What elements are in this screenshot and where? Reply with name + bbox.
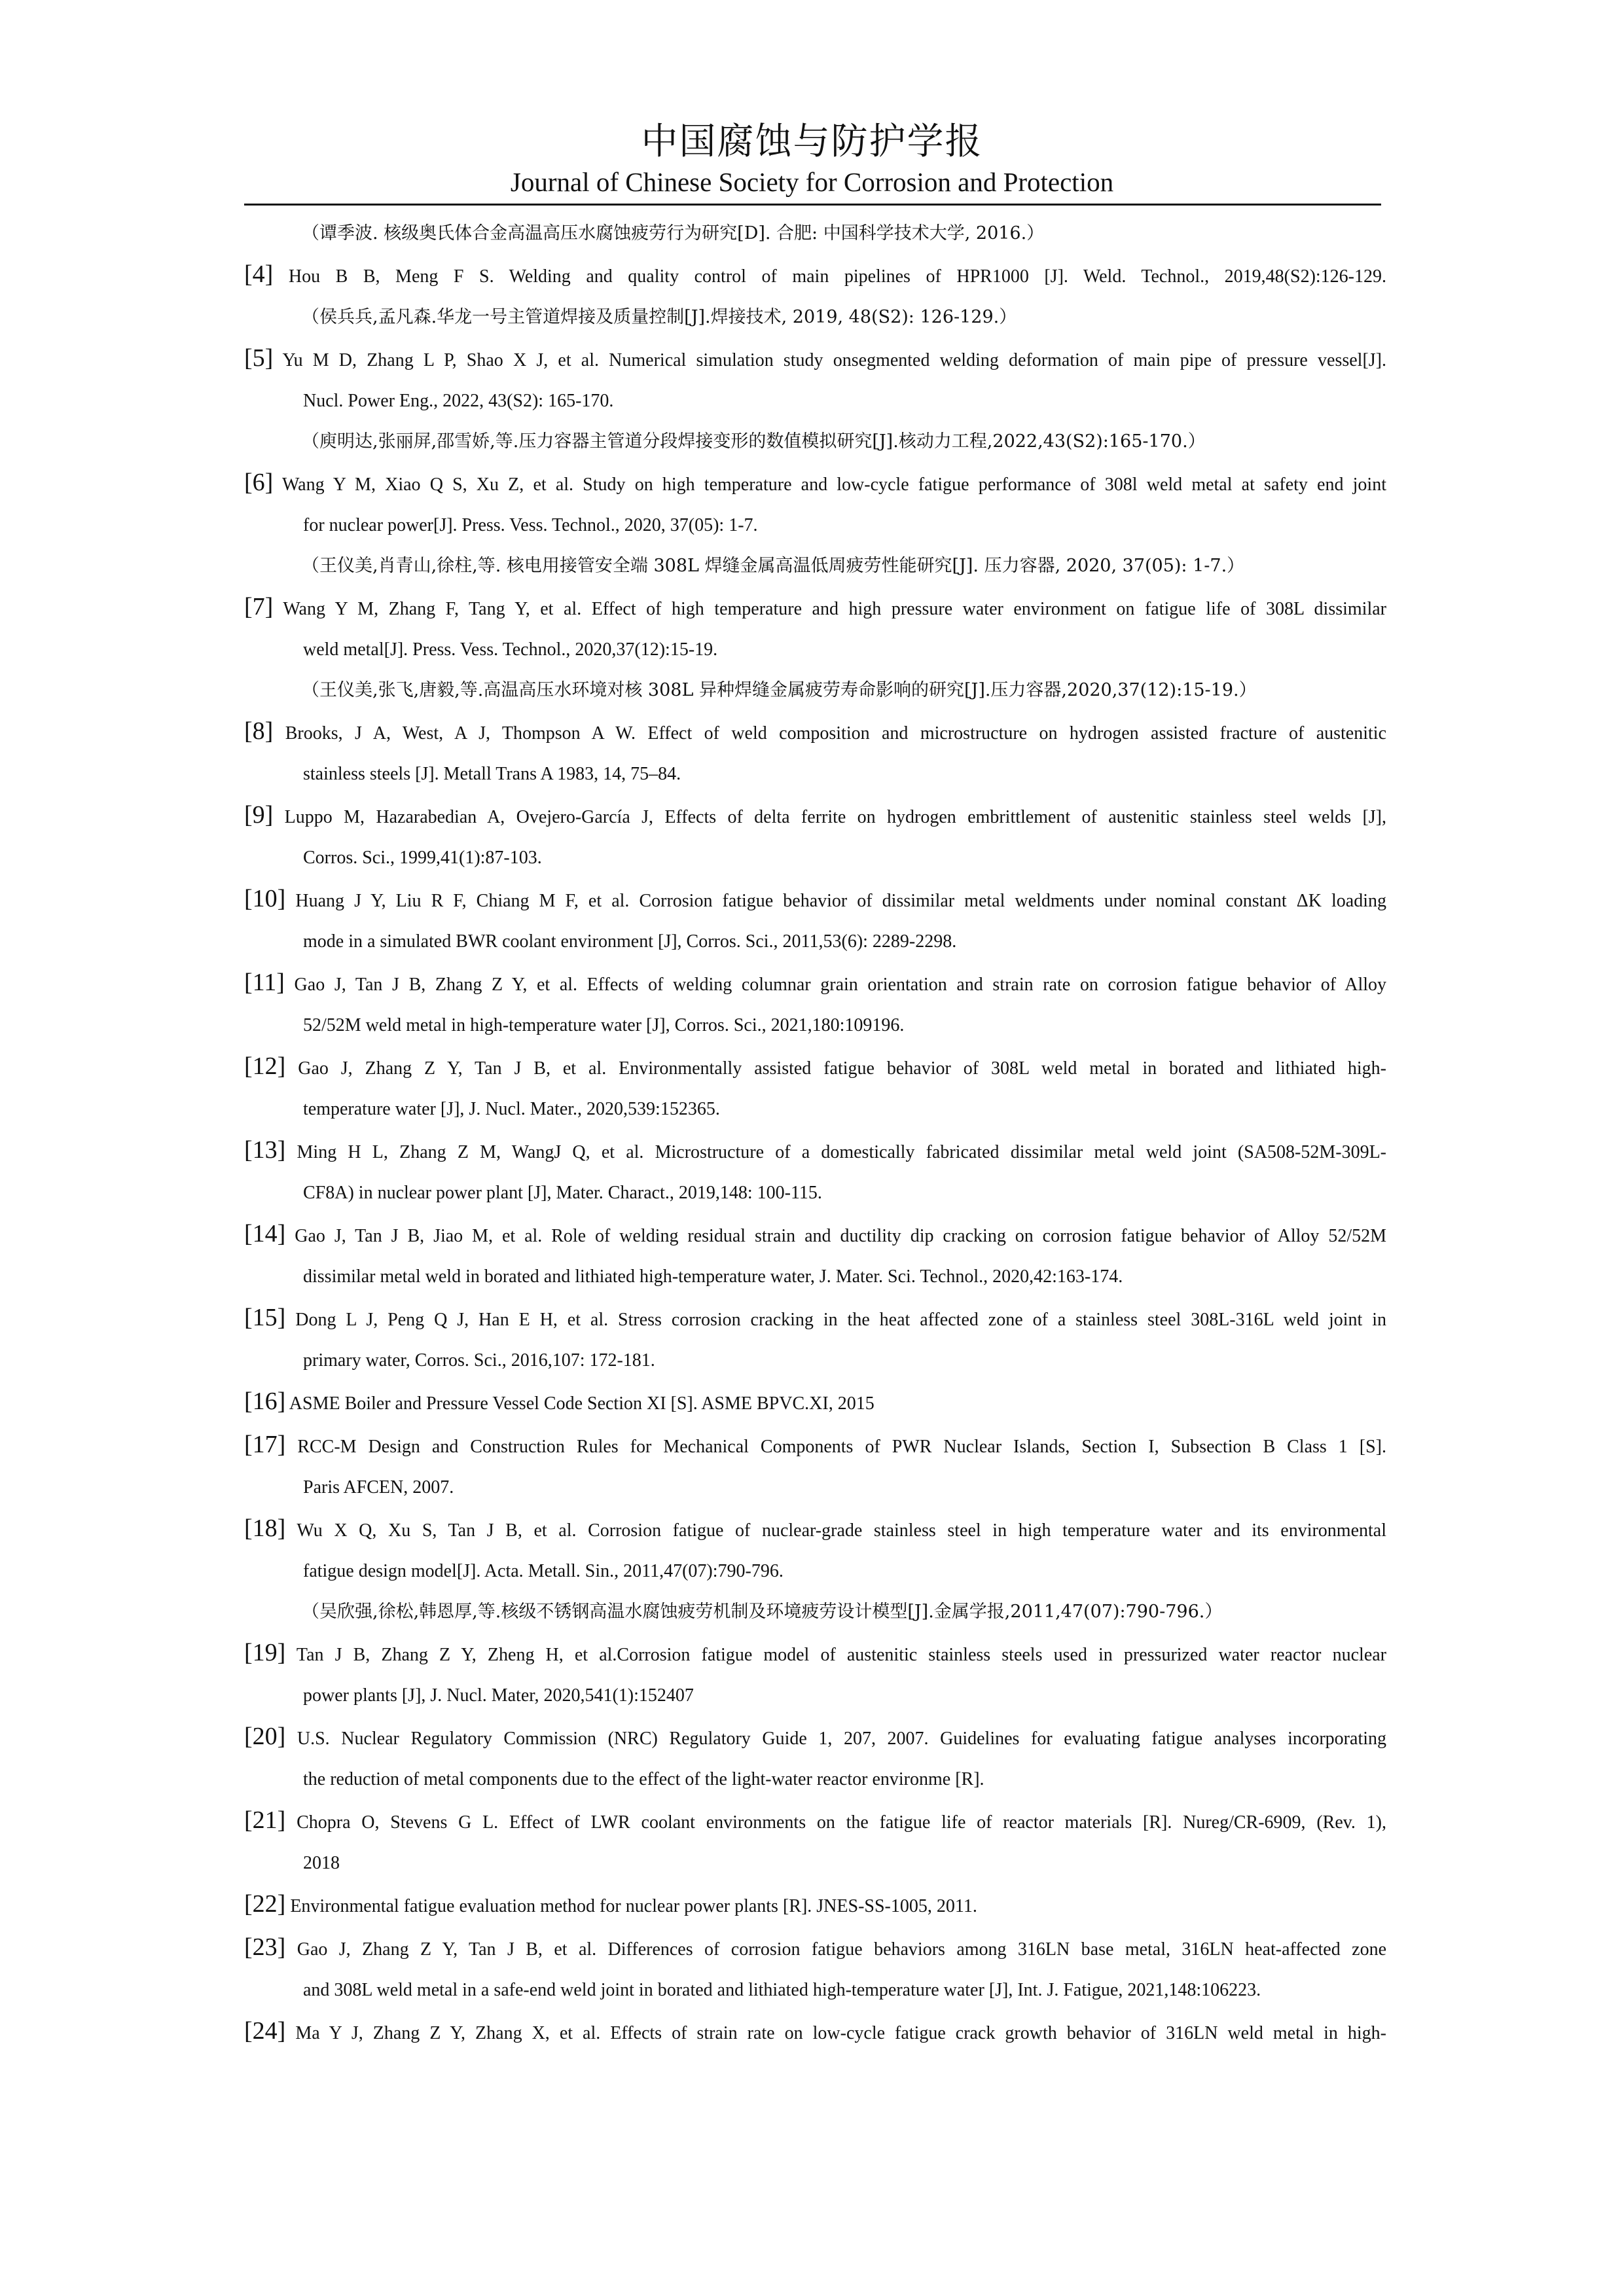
reference-text: Gao J, Zhang Z Y, Tan J B, et al. Differences of corrosion fatigue behaviors among 316LN base metal, 316LN heat-affected zone	[297, 1939, 1386, 1960]
reference-continuation: Corros. Sci., 1999,41(1):87-103.	[303, 848, 542, 868]
reference-number: [12]	[244, 1052, 286, 1080]
reference-entry	[244, 462, 1386, 586]
reference-continuation: Nucl. Power Eng., 2022, 43(S2): 165-170.	[303, 391, 614, 411]
reference-number: [10]	[244, 885, 286, 912]
reference-text: Chopra O, Stevens G L. Effect of LWR coolant environments on the fatigue life of reactor materials [R]. Nureg/CR-6909, (Rev. 1),	[297, 1812, 1387, 1833]
reference-chinese-translation: （王仪美,肖青山,徐柱,等. 核电用接管安全端 308L 焊缝金属高温低周疲劳性能研究[J]. 压力容器, 2020, 37(05): 1-7.）	[302, 556, 1245, 576]
reference-continuation: power plants [J], J. Nucl. Mater, 2020,541(1):152407	[303, 1685, 694, 1706]
reference-text: Wu X Q, Xu S, Tan J B, et al. Corrosion fatigue of nuclear-grade stainless steel in high temperature water and its environmental	[297, 1520, 1386, 1541]
reference-line	[244, 2011, 1386, 2054]
reference-number: [9]	[244, 801, 274, 829]
reference-text: Yu M D, Zhang L P, Shao X J, et al. Numerical simulation study onsegmented welding deformation of main pipe of pressure vessel[J].	[282, 350, 1386, 370]
reference-text: Huang J Y, Liu R F, Chiang M F, et al. Corrosion fatigue behavior of dissimilar metal weldments under nominal constant ΔK loading	[295, 891, 1387, 911]
reference-entry	[244, 795, 1386, 878]
reference-number: [15]	[244, 1304, 286, 1331]
reference-line	[244, 711, 1386, 754]
reference-continuation: Paris AFCEN, 2007.	[303, 1477, 454, 1498]
reference-continuation: 2018	[303, 1853, 340, 1873]
reference-text: Tan J B, Zhang Z Y, Zheng H, et al.Corrosion fatigue model of austenitic stainless steels used in pressurized water reactor nuclear	[296, 1645, 1387, 1665]
reference-entry	[244, 711, 1386, 795]
reference-number: [17]	[244, 1431, 286, 1458]
reference-number: [6]	[244, 469, 274, 496]
reference-entry	[244, 1716, 1386, 1800]
reference-number: [21]	[244, 1806, 286, 1834]
reference-number: [23]	[244, 1933, 286, 1961]
journal-title-cn: 中国腐蚀与防护学报	[641, 120, 983, 163]
reference-number: [16]	[244, 1388, 286, 1415]
reference-number: [11]	[244, 969, 285, 996]
reference-continuation: the reduction of metal components due to the effect of the light-water reactor environme [R].	[303, 1769, 984, 1789]
reference-line	[244, 795, 1386, 838]
reference-continuation: and 308L weld metal in a safe-end weld joint in borated and lithiated high-temperature water [J], Int. J. Fatigue, 2021,148:106223.	[303, 1980, 1261, 2000]
reference-chinese-translation: （谭季波. 核级奥氏体合金高温高压水腐蚀疲劳行为研究[D]. 合肥: 中国科学技术大学, 2016.）	[302, 223, 1045, 243]
reference-text: Environmental fatigue evaluation method for nuclear power plants [R]. JNES-SS-1005, 2011.	[290, 1896, 977, 1916]
reference-entry	[244, 586, 1386, 711]
reference-chinese-translation: （庾明达,张丽屏,邵雪娇,等.压力容器主管道分段焊接变形的数值模拟研究[J].核动力工程,2022,43(S2):165-170.）	[302, 431, 1206, 452]
reference-number: [8]	[244, 717, 274, 745]
reference-line	[244, 1381, 1386, 1424]
reference-line	[244, 338, 1386, 381]
reference-number: [18]	[244, 1515, 286, 1542]
reference-line	[244, 586, 1386, 630]
reference-continuation: primary water, Corros. Sci., 2016,107: 172-181.	[303, 1350, 655, 1371]
reference-text: Gao J, Zhang Z Y, Tan J B, et al. Environmentally assisted fatigue behavior of 308L weld metal in borated and lithiated high-	[298, 1058, 1387, 1079]
reference-line	[244, 1508, 1386, 1551]
reference-line	[244, 1800, 1386, 1843]
reference-text: Gao J, Tan J B, Zhang Z Y, et al. Effects of welding columnar grain orientation and strain rate on corrosion fatigue behavior of Alloy	[294, 975, 1386, 995]
reference-number: [19]	[244, 1639, 286, 1666]
reference-entry	[244, 1927, 1386, 2011]
reference-entry	[244, 1297, 1386, 1381]
reference-entry	[244, 254, 1386, 338]
reference-continuation: for nuclear power[J]. Press. Vess. Technol., 2020, 37(05): 1-7.	[303, 515, 758, 535]
reference-continuation: weld metal[J]. Press. Vess. Technol., 2020,37(12):15-19.	[303, 639, 718, 660]
reference-line	[244, 462, 1386, 505]
reference-line	[244, 1046, 1386, 1089]
reference-line	[244, 1297, 1386, 1340]
reference-entry	[244, 1508, 1386, 1632]
reference-line	[244, 1424, 1386, 1467]
reference-text: Gao J, Tan J B, Jiao M, et al. Role of welding residual strain and ductility dip cracking on corrosion fatigue behavior of Alloy 52/52M	[295, 1226, 1386, 1246]
reference-entry	[244, 1884, 1386, 1927]
reference-line	[244, 1632, 1386, 1676]
reference-list	[244, 213, 1386, 2054]
reference-line	[244, 1130, 1386, 1173]
reference-line	[244, 254, 1386, 297]
reference-entry	[244, 962, 1386, 1046]
reference-number: [24]	[244, 2017, 286, 2045]
reference-text: Dong L J, Peng Q J, Han E H, et al. Stress corrosion cracking in the heat affected zone of a stainless steel 308L-316L weld joint in	[295, 1310, 1387, 1330]
reference-entry	[244, 1632, 1386, 1716]
reference-text: Luppo M, Hazarabedian A, Ovejero-García J, Effects of delta ferrite on hydrogen embrittlement of austenitic stainless steel welds [J],	[284, 807, 1386, 827]
reference-number: [20]	[244, 1723, 286, 1750]
reference-text: Ming H L, Zhang Z M, WangJ Q, et al. Microstructure of a domestically fabricated dissimilar metal weld joint (SA508-52M-309L-	[297, 1142, 1387, 1162]
reference-text: Brooks, J A, West, A J, Thompson A W. Effect of weld composition and microstructure on hydrogen assisted fracture of austenitic	[285, 723, 1386, 744]
journal-title-en: Journal of Chinese Society for Corrosion and Protection	[510, 167, 1114, 197]
reference-text: Wang Y M, Zhang F, Tang Y, et al. Effect of high temperature and high pressure water environment on fatigue life of 308L dissimilar	[283, 599, 1386, 619]
reference-chinese-translation: （吴欣强,徐松,韩恩厚,等.核级不锈钢高温水腐蚀疲劳机制及环境疲劳设计模型[J].金属学报,2011,47(07):790-796.）	[302, 1602, 1223, 1622]
reference-continuation: stainless steels [J]. Metall Trans A 1983, 14, 75–84.	[303, 764, 681, 784]
reference-entry	[244, 878, 1386, 962]
reference-line	[244, 878, 1386, 922]
reference-continuation: mode in a simulated BWR coolant environment [J], Corros. Sci., 2011,53(6): 2289-2298.	[303, 931, 957, 952]
reference-entry	[244, 338, 1386, 462]
reference-line	[244, 1716, 1386, 1759]
reference-text: ASME Boiler and Pressure Vessel Code Section XI [S]. ASME BPVC.XI, 2015	[289, 1393, 875, 1414]
header-rule	[244, 204, 1381, 206]
reference-line	[244, 1213, 1386, 1257]
reference-number: [13]	[244, 1136, 286, 1164]
reference-text: Wang Y M, Xiao Q S, Xu Z, et al. Study on high temperature and low-cycle fatigue performance of 308l weld metal at safety end joint	[281, 475, 1386, 495]
reference-text: RCC-M Design and Construction Rules for Mechanical Components of PWR Nuclear Islands, Section I, Subsection B Class 1 [S].	[297, 1437, 1387, 1457]
reference-line	[244, 1927, 1386, 1970]
reference-continuation: 52/52M weld metal in high-temperature water [J], Corros. Sci., 2021,180:109196.	[303, 1015, 905, 1035]
reference-line	[244, 1884, 1386, 1927]
reference-entry	[244, 213, 1386, 254]
reference-entry	[244, 1800, 1386, 1884]
reference-entry	[244, 1130, 1386, 1213]
reference-chinese-translation: （王仪美,张飞,唐毅,等.高温高压水环境对核 308L 异种焊缝金属疲劳寿命影响的研究[J].压力容器,2020,37(12):15-19.）	[302, 680, 1257, 700]
reference-text: U.S. Nuclear Regulatory Commission (NRC) Regulatory Guide 1, 207, 2007. Guidelines for evaluating fatigue analyses incorporating	[297, 1729, 1386, 1749]
reference-continuation: dissimilar metal weld in borated and lithiated high-temperature water, J. Mater. Sci. Technol., 2020,42:163-174.	[303, 1266, 1123, 1287]
reference-continuation: CF8A) in nuclear power plant [J], Mater. Charact., 2019,148: 100-115.	[303, 1183, 822, 1203]
reference-chinese-translation: （侯兵兵,孟凡森.华龙一号主管道焊接及质量控制[J].焊接技术, 2019, 48(S2): 126-129.）	[302, 307, 1017, 327]
reference-entry	[244, 2011, 1386, 2054]
reference-number: [22]	[244, 1890, 286, 1918]
reference-entry	[244, 1046, 1386, 1130]
reference-number: [7]	[244, 593, 274, 620]
reference-continuation: fatigue design model[J]. Acta. Metall. Sin., 2011,47(07):790-796.	[303, 1561, 784, 1581]
reference-continuation: temperature water [J], J. Nucl. Mater., 2020,539:152365.	[303, 1099, 720, 1119]
reference-entry	[244, 1424, 1386, 1508]
reference-number: [4]	[244, 260, 274, 288]
reference-entry	[244, 1381, 1386, 1424]
reference-entry	[244, 1213, 1386, 1297]
reference-text: Hou B B, Meng F S. Welding and quality control of main pipelines of HPR1000 [J]. Weld. Technol., 2019,48(S2):126-129.	[288, 266, 1387, 287]
reference-text: Ma Y J, Zhang Z Y, Zhang X, et al. Effects of strain rate on low-cycle fatigue crack growth behavior of 316LN weld metal in high-	[295, 2023, 1387, 2043]
reference-number: [5]	[244, 344, 274, 372]
reference-number: [14]	[244, 1220, 286, 1247]
reference-line	[244, 962, 1386, 1005]
